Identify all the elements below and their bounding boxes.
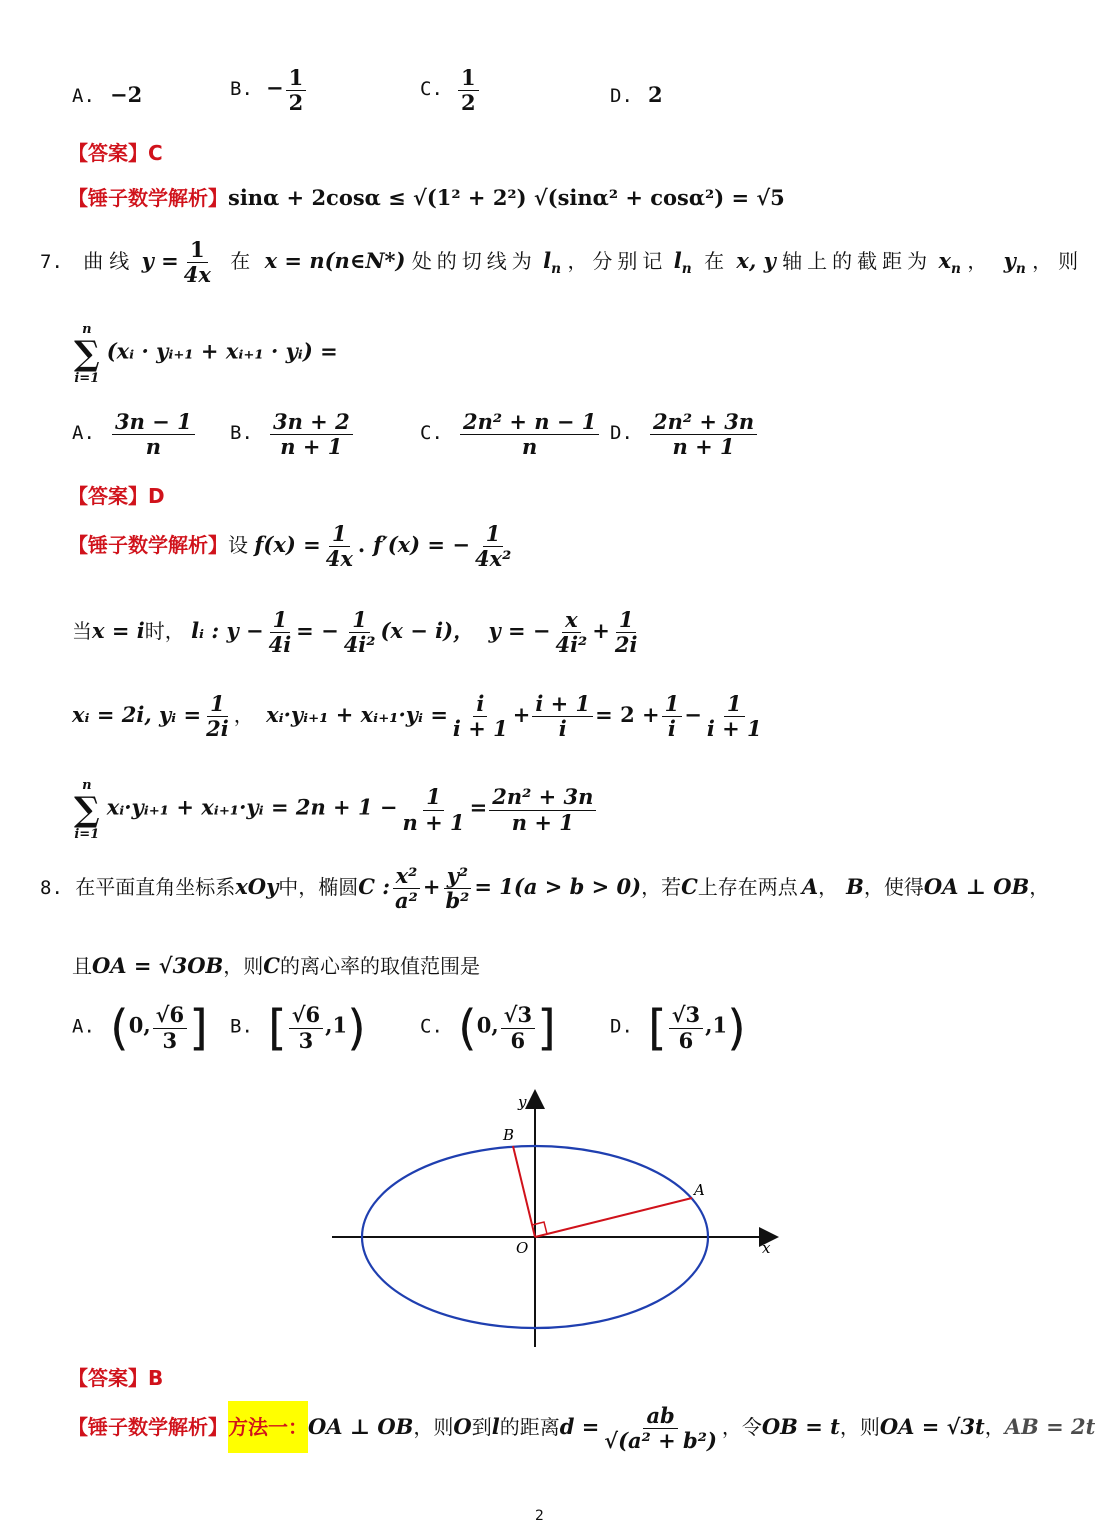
option-label: A.	[72, 422, 95, 445]
option-label: D.	[610, 422, 633, 445]
formula: = 2 +	[595, 702, 660, 728]
formula: f(x) =	[254, 532, 321, 558]
formula: x = i	[92, 618, 145, 644]
interval-close: )	[347, 1000, 366, 1056]
option-fraction: $\frac{1}{2}$	[458, 66, 479, 115]
q6-option-c	[420, 66, 481, 115]
yn: $y_n$	[1003, 248, 1026, 278]
option-label: D.	[610, 1015, 633, 1038]
fraction: $\frac{1}{i}$	[662, 692, 683, 741]
formula: y = −	[488, 618, 551, 644]
formula: C	[681, 874, 698, 900]
formula: = 1(a > b > 0)	[474, 874, 642, 900]
stem-text: ，使得	[863, 875, 924, 900]
fraction: $\frac{1}{2i}$	[206, 691, 229, 742]
q8-option-d	[610, 1000, 746, 1056]
fraction: $\frac{i + 1}{i}$	[532, 692, 593, 741]
origin-label: O	[516, 1239, 529, 1257]
interval-value: ,1	[705, 1012, 728, 1038]
q8-option-c	[420, 1000, 556, 1056]
formula: (x − i)，	[380, 618, 475, 644]
option-fraction: $\frac{\text{2n² + 3n}}{n + 1}$	[650, 410, 757, 459]
analysis-text: 设	[228, 533, 248, 558]
option-label: B.	[230, 78, 253, 101]
formula: OA ⊥ OB	[923, 874, 1030, 900]
q7-option-b	[230, 410, 355, 459]
separator: ，	[984, 1415, 1005, 1440]
formula: +	[422, 874, 441, 900]
q6-option-b	[230, 66, 308, 115]
option-label: C.	[420, 78, 443, 101]
option-value: 2	[647, 82, 663, 107]
q6-option-d	[610, 82, 663, 107]
formula: OA ⊥ OB	[308, 1414, 414, 1440]
stem-text: 轴上的截距为	[782, 249, 933, 274]
option-label: A.	[72, 85, 95, 107]
separator: ，	[818, 875, 839, 900]
answer-tag: 【答案】	[68, 484, 148, 508]
analysis-text: ，令	[721, 1415, 762, 1440]
q7-analysis-line3	[72, 692, 767, 741]
analysis-tag: 【锤子数学解析】	[68, 186, 228, 210]
analysis-tag: 【锤子数学解析】	[68, 1415, 228, 1440]
stem-text: ，分别记	[567, 249, 668, 274]
q8-analysis	[68, 1404, 1095, 1453]
segment-oa	[535, 1198, 692, 1237]
q7-analysis-line4	[72, 778, 598, 842]
fraction: $\frac{ab}{\text{√(a² + b²)}}$	[604, 1403, 717, 1454]
q7-answer	[68, 480, 165, 509]
stem-text: 上存在两点	[697, 875, 798, 900]
q7-analysis-line1	[68, 522, 516, 571]
formula: −	[684, 702, 702, 728]
question-number: 8.	[40, 877, 63, 900]
q6-option-a	[72, 82, 142, 107]
fraction: $\frac{x}{\text{4i²}}$	[555, 607, 588, 658]
q7-stem	[40, 238, 1084, 287]
stem-text: 曲线	[83, 249, 136, 274]
option-sign: −	[265, 75, 284, 101]
fraction: $\frac{1}{4x}$	[325, 521, 353, 572]
stem-text: 且	[72, 954, 92, 978]
stem-text: 处的切线为	[411, 249, 537, 274]
formula: +	[512, 702, 531, 728]
formula: xᵢ·yᵢ₊₁ + xᵢ₊₁·yᵢ =	[266, 702, 448, 728]
analysis-text: ，则	[413, 1415, 454, 1440]
formula: C :	[358, 874, 391, 900]
q8-stem-line2	[72, 950, 480, 979]
q6-answer	[68, 137, 163, 166]
sigma: n ∑ i=1	[74, 778, 100, 842]
analysis-text: 当	[72, 619, 92, 644]
option-label: A.	[72, 1015, 95, 1038]
interval-open: (	[457, 1000, 477, 1056]
formula: =	[469, 794, 488, 820]
analysis-tag: 【锤子数学解析】	[68, 533, 228, 558]
analysis-text: 时，	[144, 619, 185, 644]
interval-value: 0,	[476, 1012, 499, 1038]
formula: +	[592, 618, 610, 644]
interval-open: (	[109, 1000, 129, 1056]
formula: = −	[296, 618, 339, 644]
curve-fraction: $\frac{1}{4x}$	[183, 237, 211, 288]
stem-text: 中，椭圆	[278, 875, 359, 900]
formula: d =	[559, 1414, 600, 1440]
separator: .	[357, 532, 366, 558]
stem-text: ，若	[641, 875, 682, 900]
interval-close: )	[727, 1000, 746, 1056]
fraction: $\frac{\text{y²}}{\text{b²}}$	[445, 863, 470, 914]
fraction: $\frac{1}{n + 1}$	[402, 784, 465, 835]
interval-value: 0,	[128, 1012, 151, 1038]
interval-value: ,1	[325, 1012, 348, 1038]
option-fraction: $\frac{√3}{6}$	[669, 1003, 703, 1052]
option-label: C.	[420, 1015, 443, 1038]
stem-text: ，则	[1032, 249, 1085, 274]
stem-text: 在	[230, 249, 251, 274]
method-highlight: 方法一：	[228, 1401, 308, 1453]
stem-text: 在平面直角坐标系	[75, 875, 236, 900]
fraction: $\frac{\text{x²}}{\text{a²}}$	[392, 864, 421, 913]
option-fraction: $\frac{√6}{3}$	[289, 1003, 323, 1052]
q8-answer	[68, 1362, 163, 1391]
separator: ，	[233, 703, 254, 728]
analysis-text: ，则	[839, 1415, 880, 1440]
analysis-text: 的距离	[499, 1415, 560, 1440]
point: x = n(n∈N*)	[264, 248, 406, 274]
q7-analysis-line2	[72, 608, 642, 657]
q7-sum	[72, 322, 338, 386]
q8-option-a	[72, 1000, 208, 1056]
formula: xᵢ·yᵢ₊₁ + xᵢ₊₁·yᵢ = 2n + 1 −	[106, 794, 398, 820]
formula: OB = t	[761, 1414, 840, 1440]
answer-tag: 【答案】	[68, 141, 148, 165]
option-label: B.	[230, 1015, 253, 1038]
axis-label-x: x	[762, 1239, 771, 1257]
option-label: D.	[610, 85, 633, 107]
answer-tag: 【答案】	[68, 1366, 148, 1390]
formula: lᵢ : y −	[191, 618, 264, 644]
option-fraction: $\frac{\text{2n² + n − 1}}{n}$	[460, 410, 599, 459]
curve-eq: y =	[141, 248, 179, 274]
formula: f′(x) = −	[373, 532, 470, 558]
analysis-text: 到	[471, 1415, 492, 1440]
formula: B	[846, 874, 864, 900]
fraction: $\frac{1}{i + 1}$	[706, 691, 762, 742]
interval-close: ]	[189, 1000, 208, 1056]
fraction: $\frac{\text{2n² + 3n}}{n + 1}$	[489, 785, 596, 834]
question-number: 7.	[40, 251, 63, 274]
sum-expression: (xᵢ · yᵢ₊₁ + xᵢ₊₁ · yᵢ) =	[106, 338, 338, 364]
option-label: B.	[230, 422, 253, 445]
tangent-ln-2: $l_n$	[673, 248, 692, 278]
stem-text: 在	[704, 249, 725, 274]
formula: OA = √3OB	[92, 953, 224, 978]
answer-value: C	[148, 141, 163, 165]
answer-value: B	[148, 1366, 164, 1390]
stem-text: ，	[967, 249, 988, 274]
option-label: C.	[420, 422, 443, 445]
tangent-ln: $l_n$	[543, 248, 562, 278]
formula: l	[491, 1414, 500, 1440]
interval-open: [	[267, 1000, 287, 1056]
formula: OA = √3t	[879, 1414, 985, 1440]
fraction: $\frac{i}{i + 1}$	[452, 691, 508, 742]
formula: C	[263, 953, 280, 978]
q7-option-a	[72, 410, 197, 459]
stem-text: ，则	[223, 954, 264, 978]
q8-stem-line1	[40, 864, 1049, 913]
answer-value: D	[148, 484, 165, 508]
option-value: −2	[109, 82, 143, 107]
q6-analysis	[68, 182, 785, 211]
q7-option-c	[420, 410, 601, 459]
segment-ob	[513, 1146, 535, 1237]
formula: O	[453, 1414, 472, 1440]
q7-option-d	[610, 410, 759, 459]
formula: xOy	[235, 874, 279, 900]
sigma: n ∑ i=1	[74, 322, 100, 386]
fraction: $\frac{1}{\text{4x²}}$	[474, 521, 512, 572]
fraction: $\frac{1}{\text{4i²}}$	[343, 607, 376, 658]
stem-text: 的离心率的取值范围是	[279, 954, 480, 978]
option-fraction: $\frac{√3}{6}$	[501, 1003, 535, 1052]
analysis-formula: sinα + 2cosα ≤ √(1² + 2²) √(sinα² + cosα²) = √5	[228, 185, 785, 210]
q8-option-b	[230, 1000, 366, 1056]
option-fraction: $\frac{3n + 2}{n + 1}$	[270, 410, 353, 459]
xn: $x_n$	[938, 248, 961, 278]
axes: x, y	[736, 248, 776, 274]
page-number: 2	[535, 1508, 544, 1524]
option-fraction: $\frac{√6}{3}$	[153, 1003, 187, 1052]
separator: ，	[1029, 875, 1050, 900]
point-label-a: A	[694, 1181, 705, 1199]
interval-open: [	[647, 1000, 667, 1056]
formula: xᵢ = 2i, yᵢ =	[72, 702, 202, 728]
point-label-b: B	[503, 1126, 515, 1144]
ellipse-figure	[320, 1085, 790, 1355]
formula: AB = 2t	[1004, 1414, 1095, 1440]
option-fraction: $\frac{3n - 1}{n}$	[112, 410, 195, 459]
formula: A	[801, 874, 819, 900]
fraction: $\frac{1}{4i}$	[268, 607, 292, 658]
fraction: $\frac{1}{2i}$	[614, 607, 638, 658]
interval-close: ]	[537, 1000, 556, 1056]
axis-label-y: y	[518, 1093, 527, 1111]
option-fraction: $\frac{1}{2}$	[286, 66, 307, 115]
